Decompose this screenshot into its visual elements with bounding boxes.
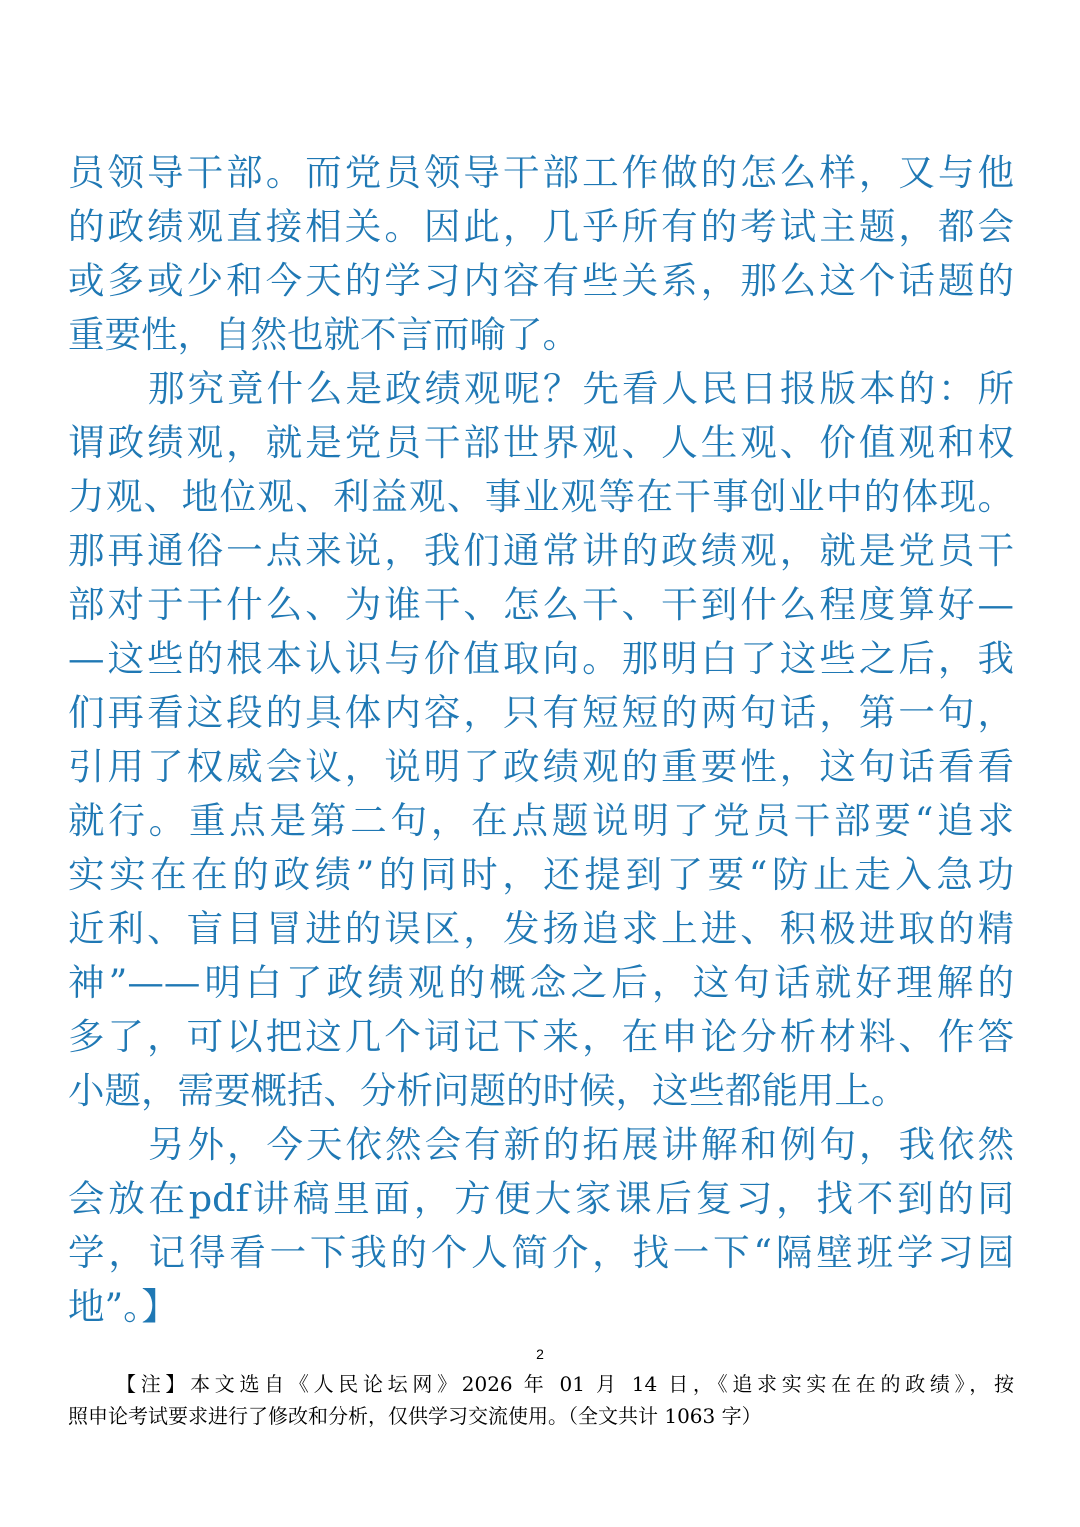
page-number: 2 bbox=[536, 1346, 544, 1362]
text-line: 多了，可以把这几个词记下来，在申论分析材料、作答 bbox=[68, 1015, 1014, 1058]
text-line: 或多或少和今天的学习内容有些关系，那么这个话题的 bbox=[68, 259, 1014, 302]
text-line: 谓政绩观，就是党员干部世界观、人生观、价值观和权 bbox=[68, 421, 1014, 464]
footnote-line: 【注】本文选自《人民论坛网》2026 年 01 月 14 日，《追求实实在在的政绩》，按 bbox=[116, 1372, 1014, 1396]
text-line: 地”。】 bbox=[68, 1285, 178, 1328]
text-line: 的政绩观直接相关。因此，几乎所有的考试主题，都会 bbox=[68, 205, 1014, 248]
text-line: 重要性，自然也就不言而喻了。 bbox=[68, 313, 579, 356]
text-line: 会放在pdf讲稿里面，方便大家课后复习，找不到的同 bbox=[68, 1177, 1014, 1220]
text-line: 员领导干部。而党员领导干部工作做的怎么样，又与他 bbox=[68, 151, 1014, 194]
text-line: 实实在在的政绩”的同时，还提到了要“防止走入急功 bbox=[68, 853, 1014, 896]
text-line: 们再看这段的具体内容，只有短短的两句话，第一句， bbox=[68, 691, 1014, 734]
text-line: 力观、地位观、利益观、事业观等在干事创业中的体现。 bbox=[68, 475, 1014, 518]
text-line: 神”——明白了政绩观的概念之后，这句话就好理解的 bbox=[68, 961, 1014, 1004]
footnote-line: 照申论考试要求进行了修改和分析，仅供学习交流使用。（全文共计 1063 字） bbox=[68, 1404, 762, 1428]
text-line: —这些的根本认识与价值取向。那明白了这些之后，我 bbox=[68, 637, 1014, 680]
text-line: 就行。重点是第二句，在点题说明了党员干部要“追求 bbox=[68, 799, 1014, 842]
text-line: 近利、盲目冒进的误区，发扬追求上进、积极进取的精 bbox=[68, 907, 1014, 950]
text-line: 引用了权威会议，说明了政绩观的重要性，这句话看看 bbox=[68, 745, 1014, 788]
text-line: 另外，今天依然会有新的拓展讲解和例句，我依然 bbox=[148, 1123, 1014, 1166]
text-line: 那究竟什么是政绩观呢？先看人民日报版本的：所 bbox=[148, 367, 1014, 410]
footnote bbox=[68, 1368, 1014, 1432]
text-line: 部对于干什么、为谁干、怎么干、干到什么程度算好— bbox=[68, 583, 1014, 626]
body-text bbox=[68, 146, 1014, 1334]
text-line: 小题，需要概括、分析问题的时候，这些都能用上。 bbox=[68, 1069, 908, 1112]
text-line: 那再通俗一点来说，我们通常讲的政绩观，就是党员干 bbox=[68, 529, 1014, 572]
text-line: 学，记得看一下我的个人简介，找一下“隔壁班学习园 bbox=[68, 1231, 1014, 1274]
